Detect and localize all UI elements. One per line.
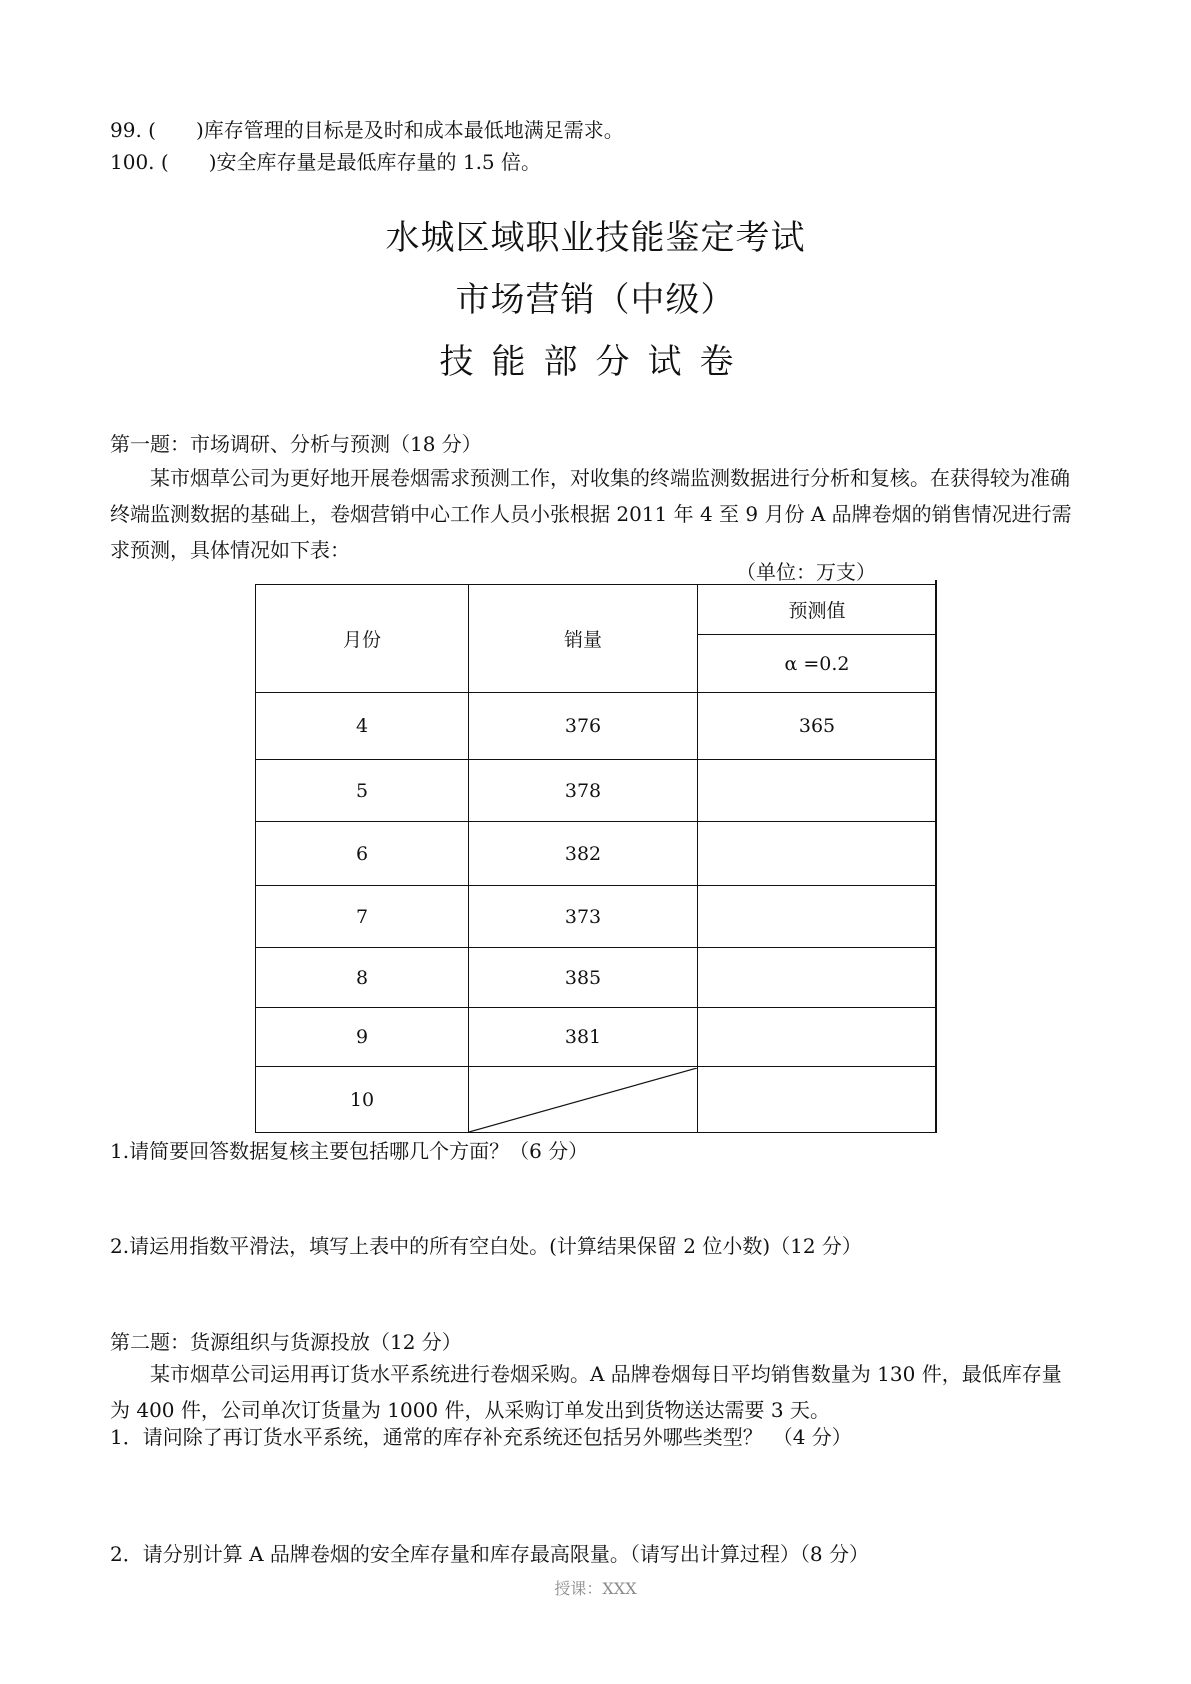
section1-question-1: 1.请简要回答数据复核主要包括哪几个方面？（6 分） — [110, 1139, 589, 1163]
header-sales: 销量 — [469, 585, 698, 693]
section2-question-2: 2．请分别计算 A 品牌卷烟的安全库存量和库存最高限量。（请写出计算过程）（8 分） — [110, 1542, 869, 1566]
cell-sales: 382 — [469, 822, 698, 886]
table-row — [256, 886, 937, 948]
header-alpha: α =0.2 — [698, 635, 937, 693]
section1-paragraph: 某市烟草公司为更好地开展卷烟需求预测工作，对收集的终端监测数据进行分析和复核。在获得较为准确终端监测数据的基础上，卷烟营销中心工作人员小张根据 2011 年 4 至 9 月份 A 品牌卷烟的销售情况进行需求预测，具体情况如下表： — [110, 466, 1072, 562]
section2-question-1: 1．请问除了再订货水平系统，通常的库存补充系统还包括另外哪些类型？ （4 分） — [110, 1425, 852, 1449]
item-100: 100. ( )安全库存量是最低库存量的 1.5 倍。 — [110, 150, 542, 174]
unit-label: （单位：万支） — [736, 560, 876, 584]
cell-forecast — [698, 1008, 937, 1067]
header-forecast: 预测值 — [698, 585, 937, 635]
cell-month: 5 — [256, 760, 469, 822]
cell-sales: 385 — [469, 948, 698, 1008]
cell-forecast — [698, 822, 937, 886]
cell-forecast — [698, 886, 937, 948]
cell-month: 4 — [256, 693, 469, 760]
cell-forecast — [698, 948, 937, 1008]
diagonal-slash — [469, 1068, 697, 1132]
cell-month: 10 — [256, 1067, 469, 1133]
header-month: 月份 — [256, 585, 469, 693]
cell-month: 7 — [256, 886, 469, 948]
item-99: 99. ( )库存管理的目标是及时和成本最低地满足需求。 — [110, 118, 624, 142]
cell-forecast — [698, 1067, 937, 1133]
cell-month: 6 — [256, 822, 469, 886]
exam-title: 水城区域职业技能鉴定考试 — [385, 218, 806, 258]
cell-month: 8 — [256, 948, 469, 1008]
section1-question-2: 2.请运用指数平滑法，填写上表中的所有空白处。(计算结果保留 2 位小数)（12 分） — [110, 1234, 862, 1258]
cell-sales: 373 — [469, 886, 698, 948]
table-row — [256, 1008, 937, 1067]
exam-subject: 市场营销（中级） — [455, 280, 736, 320]
table-row — [256, 760, 937, 822]
cell-sales-diagonal — [469, 1067, 698, 1133]
section2-paragraph: 某市烟草公司运用再订货水平系统进行卷烟采购。A 品牌卷烟每日平均销售数量为 130 件，最低库存量为 400 件，公司单次订货量为 1000 件，从采购订单发出到货物送达需要 3 天。 — [110, 1362, 1062, 1422]
cell-sales: 381 — [469, 1008, 698, 1067]
cell-forecast — [698, 760, 937, 822]
exam-part: 技能部分试卷 — [439, 342, 752, 382]
cell-sales: 378 — [469, 760, 698, 822]
cell-sales: 376 — [469, 693, 698, 760]
section1-heading: 第一题：市场调研、分析与预测（18 分） — [110, 432, 482, 456]
diagonal-line-icon — [469, 1068, 697, 1132]
table-row — [256, 693, 937, 760]
section2-heading: 第二题：货源组织与货源投放（12 分） — [110, 1330, 462, 1354]
table-row — [256, 822, 937, 886]
sales-table — [255, 584, 937, 1133]
footer-instructor: 授课：XXX — [554, 1579, 637, 1598]
table-row — [256, 1067, 937, 1133]
table-row — [256, 948, 937, 1008]
table-edge-rule — [935, 580, 937, 1132]
cell-forecast: 365 — [698, 693, 937, 760]
cell-month: 9 — [256, 1008, 469, 1067]
